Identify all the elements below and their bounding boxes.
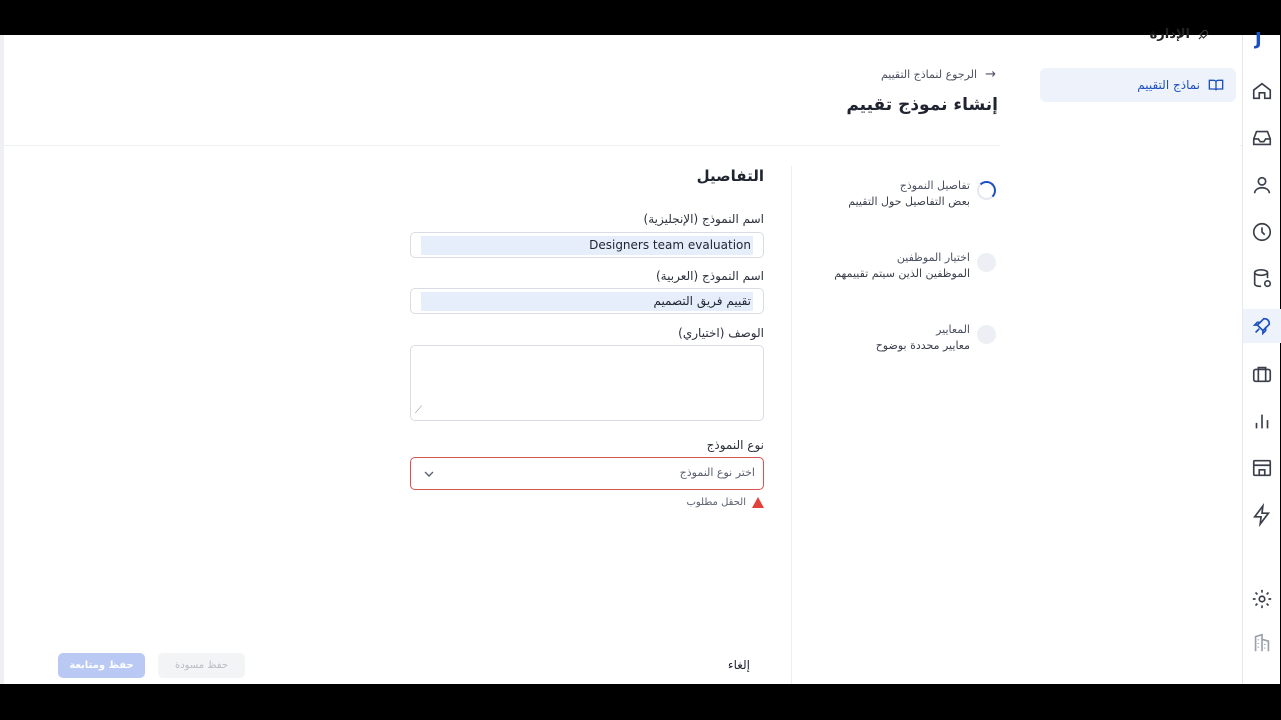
back-link[interactable]	[881, 67, 996, 82]
brand-label: الإدارة	[1149, 27, 1190, 42]
step-description: معايير محددة بوضوح	[875, 339, 970, 352]
step-employees[interactable]	[834, 251, 970, 280]
name-ar-field[interactable]	[410, 288, 764, 314]
name-ar-label: اسم النموذج (العربية)	[656, 269, 764, 283]
type-error	[686, 497, 764, 508]
page-title: إنشاء نموذج تقييم	[846, 95, 998, 115]
save-continue-button[interactable]: حفظ ومتابعة	[58, 653, 145, 678]
name-en-label: اسم النموذج (الإنجليزية)	[643, 212, 764, 226]
sidebar-item-evaluation-templates[interactable]	[1040, 68, 1236, 102]
sidebar	[1000, 27, 1240, 684]
bolt-icon[interactable]	[1251, 504, 1273, 526]
chart-icon[interactable]	[1251, 410, 1273, 432]
rocket-icon[interactable]	[1243, 309, 1281, 343]
step-title: تفاصيل النموذج	[899, 179, 970, 192]
section-title: التفاصيل	[696, 167, 764, 185]
step-criteria[interactable]	[876, 323, 970, 352]
type-label: نوع النموذج	[706, 438, 764, 452]
clock-icon[interactable]	[1251, 221, 1273, 243]
step-description: بعض التفاصيل حول التقييم	[848, 195, 970, 208]
step-title: اختيار الموظفين	[896, 251, 970, 264]
save-draft-button[interactable]: حفظ مسودة	[158, 653, 245, 678]
settings-icon[interactable]	[1251, 588, 1273, 610]
warning-icon	[752, 497, 764, 508]
store-icon[interactable]	[1251, 457, 1273, 479]
step-description: الموظفين الذين سيتم تقييمهم	[834, 267, 970, 280]
arrow-right-icon: →	[985, 67, 996, 82]
description-label: الوصف (اختياري)	[678, 326, 764, 340]
stepper-divider	[791, 166, 792, 684]
sidebar-item-label: نماذج التقييم	[1137, 78, 1200, 92]
step-progress-indicator	[977, 181, 996, 200]
database-icon[interactable]	[1251, 268, 1273, 290]
name-en-value: Designers team evaluation	[421, 236, 753, 255]
sidebar-brand	[1150, 27, 1210, 42]
chevron-down-icon	[421, 466, 437, 482]
icon-rail	[1242, 29, 1280, 684]
rocket-icon	[1196, 28, 1210, 42]
inbox-icon[interactable]	[1251, 127, 1273, 149]
step-title: المعايير	[936, 323, 970, 336]
app-logo[interactable]: J	[1255, 29, 1262, 50]
name-ar-value: تقييم فريق التصميم	[421, 292, 753, 311]
type-select[interactable]	[410, 457, 764, 490]
step-pending-indicator	[977, 253, 996, 272]
cancel-button[interactable]: إلغاء	[727, 658, 750, 672]
type-placeholder: اختر نوع النموذج	[679, 466, 755, 479]
back-link-label[interactable]: الرجوع لنماذج التقييم	[880, 68, 978, 81]
name-en-field[interactable]	[410, 232, 764, 258]
briefcase-icon[interactable]	[1251, 363, 1273, 385]
error-text: الحقل مطلوب	[686, 497, 746, 508]
building-icon[interactable]	[1251, 632, 1273, 654]
home-icon[interactable]	[1251, 80, 1273, 102]
step-pending-indicator	[977, 325, 996, 344]
left-edge	[0, 35, 4, 684]
book-icon	[1208, 77, 1224, 93]
description-textarea[interactable]	[410, 345, 764, 421]
step-details[interactable]	[848, 179, 970, 208]
resize-handle-icon[interactable]: ⟋	[415, 405, 422, 416]
app-viewport	[0, 27, 1280, 684]
user-icon[interactable]	[1251, 174, 1273, 196]
